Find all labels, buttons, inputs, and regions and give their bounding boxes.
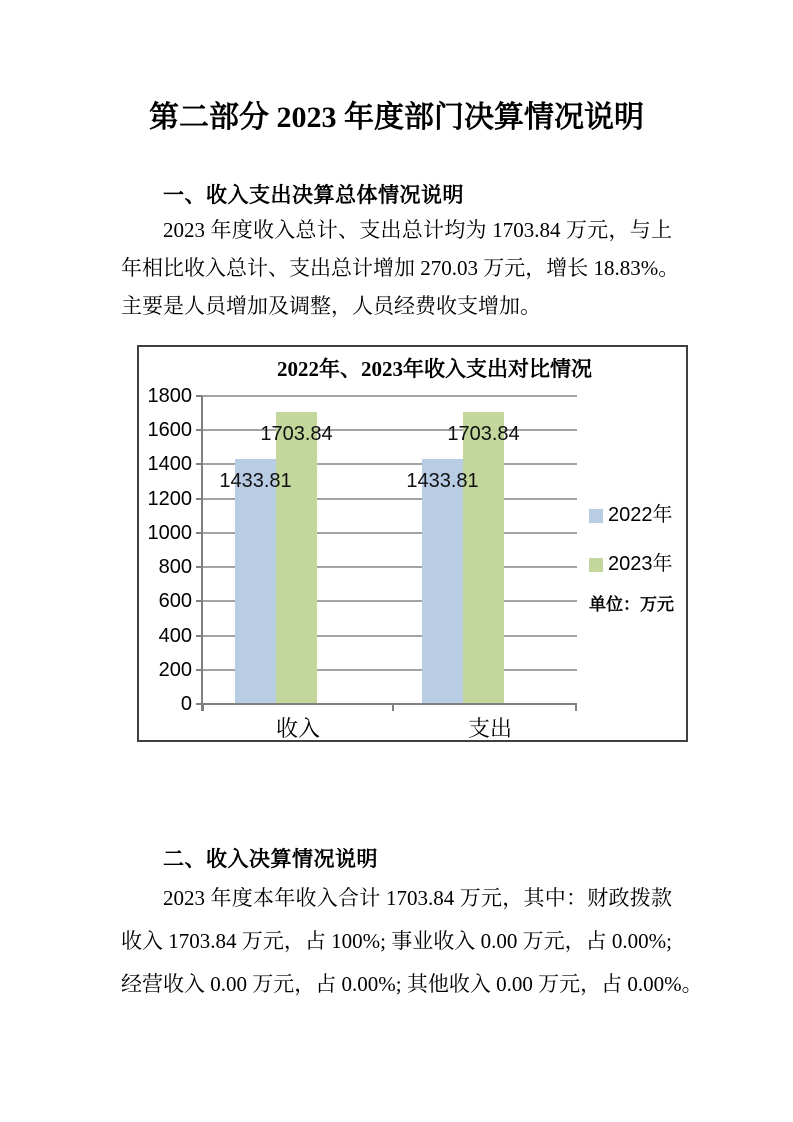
legend-swatch-2023 (589, 558, 603, 572)
category-label-expense: 支出 (467, 716, 512, 741)
y-axis-tick-label: 1400 (147, 453, 192, 476)
bar-2023年-收入 (276, 412, 317, 704)
page-title: 第二部分 2023 年度部门决算情况说明 (149, 101, 644, 134)
paragraph-line: 主要是人员增加及调整，人员经费收支增加。 (121, 294, 541, 318)
y-axis-tick-label: 1000 (147, 521, 192, 544)
data-label: 1703.84 (447, 423, 520, 446)
paragraph-line: 2023 年度本年收入合计 1703.84 万元，其中：财政拨款 (163, 886, 672, 910)
y-axis-tick-label: 1600 (147, 419, 192, 442)
y-axis-tick-label: 800 (158, 556, 192, 579)
paragraph-line: 年相比收入总计、支出总计增加 270.03 万元，增长 18.83%。 (121, 256, 680, 280)
paragraph-line: 2023 年度收入总计、支出总计均为 1703.84 万元，与上 (163, 218, 672, 242)
section1-paragraph (121, 211, 680, 325)
data-label: 1433.81 (219, 469, 292, 492)
bar-2023年-支出 (463, 412, 504, 704)
y-axis-tick-label: 1200 (147, 487, 192, 510)
legend-label-2023: 2023年 (608, 553, 673, 575)
paragraph-line: 收入 1703.84 万元，占 100%; 事业收入 0.00 万元，占 0.00%; (121, 929, 672, 953)
x-axis-tick (202, 704, 204, 711)
legend-swatch-2022 (589, 509, 603, 523)
y-axis-tick-label: 0 (180, 693, 192, 715)
y-axis-tick-label: 600 (158, 590, 192, 613)
y-axis-line (201, 396, 203, 711)
gridline (202, 429, 577, 431)
section2-paragraph (121, 877, 703, 1006)
y-axis-tick-label: 1800 (147, 385, 192, 407)
data-label: 1703.84 (260, 423, 333, 446)
chart-title: 2022年、2023年收入支出对比情况 (277, 357, 592, 381)
category-label-income: 收入 (275, 716, 320, 741)
unit-label: 单位：万元 (589, 595, 674, 614)
y-axis-tick-label: 200 (158, 658, 192, 681)
x-axis-tick (392, 704, 394, 711)
bar-2022年-收入 (235, 459, 276, 704)
chart-plot-area (137, 345, 688, 742)
y-axis-tick-label: 400 (158, 624, 192, 647)
x-axis-line (202, 703, 577, 705)
paragraph-line: 经营收入 0.00 万元，占 0.00%; 其他收入 0.00 万元，占 0.00%。 (121, 972, 703, 996)
section1-heading: 一、收入支出决算总体情况说明 (163, 184, 464, 207)
section2-heading: 二、收入决算情况说明 (163, 848, 378, 871)
x-axis-tick (575, 704, 577, 711)
bar-chart (137, 345, 688, 742)
legend-label-2022: 2022年 (608, 504, 673, 526)
gridline (202, 395, 577, 397)
bar-2022年-支出 (422, 459, 463, 704)
data-label: 1433.81 (406, 469, 479, 492)
